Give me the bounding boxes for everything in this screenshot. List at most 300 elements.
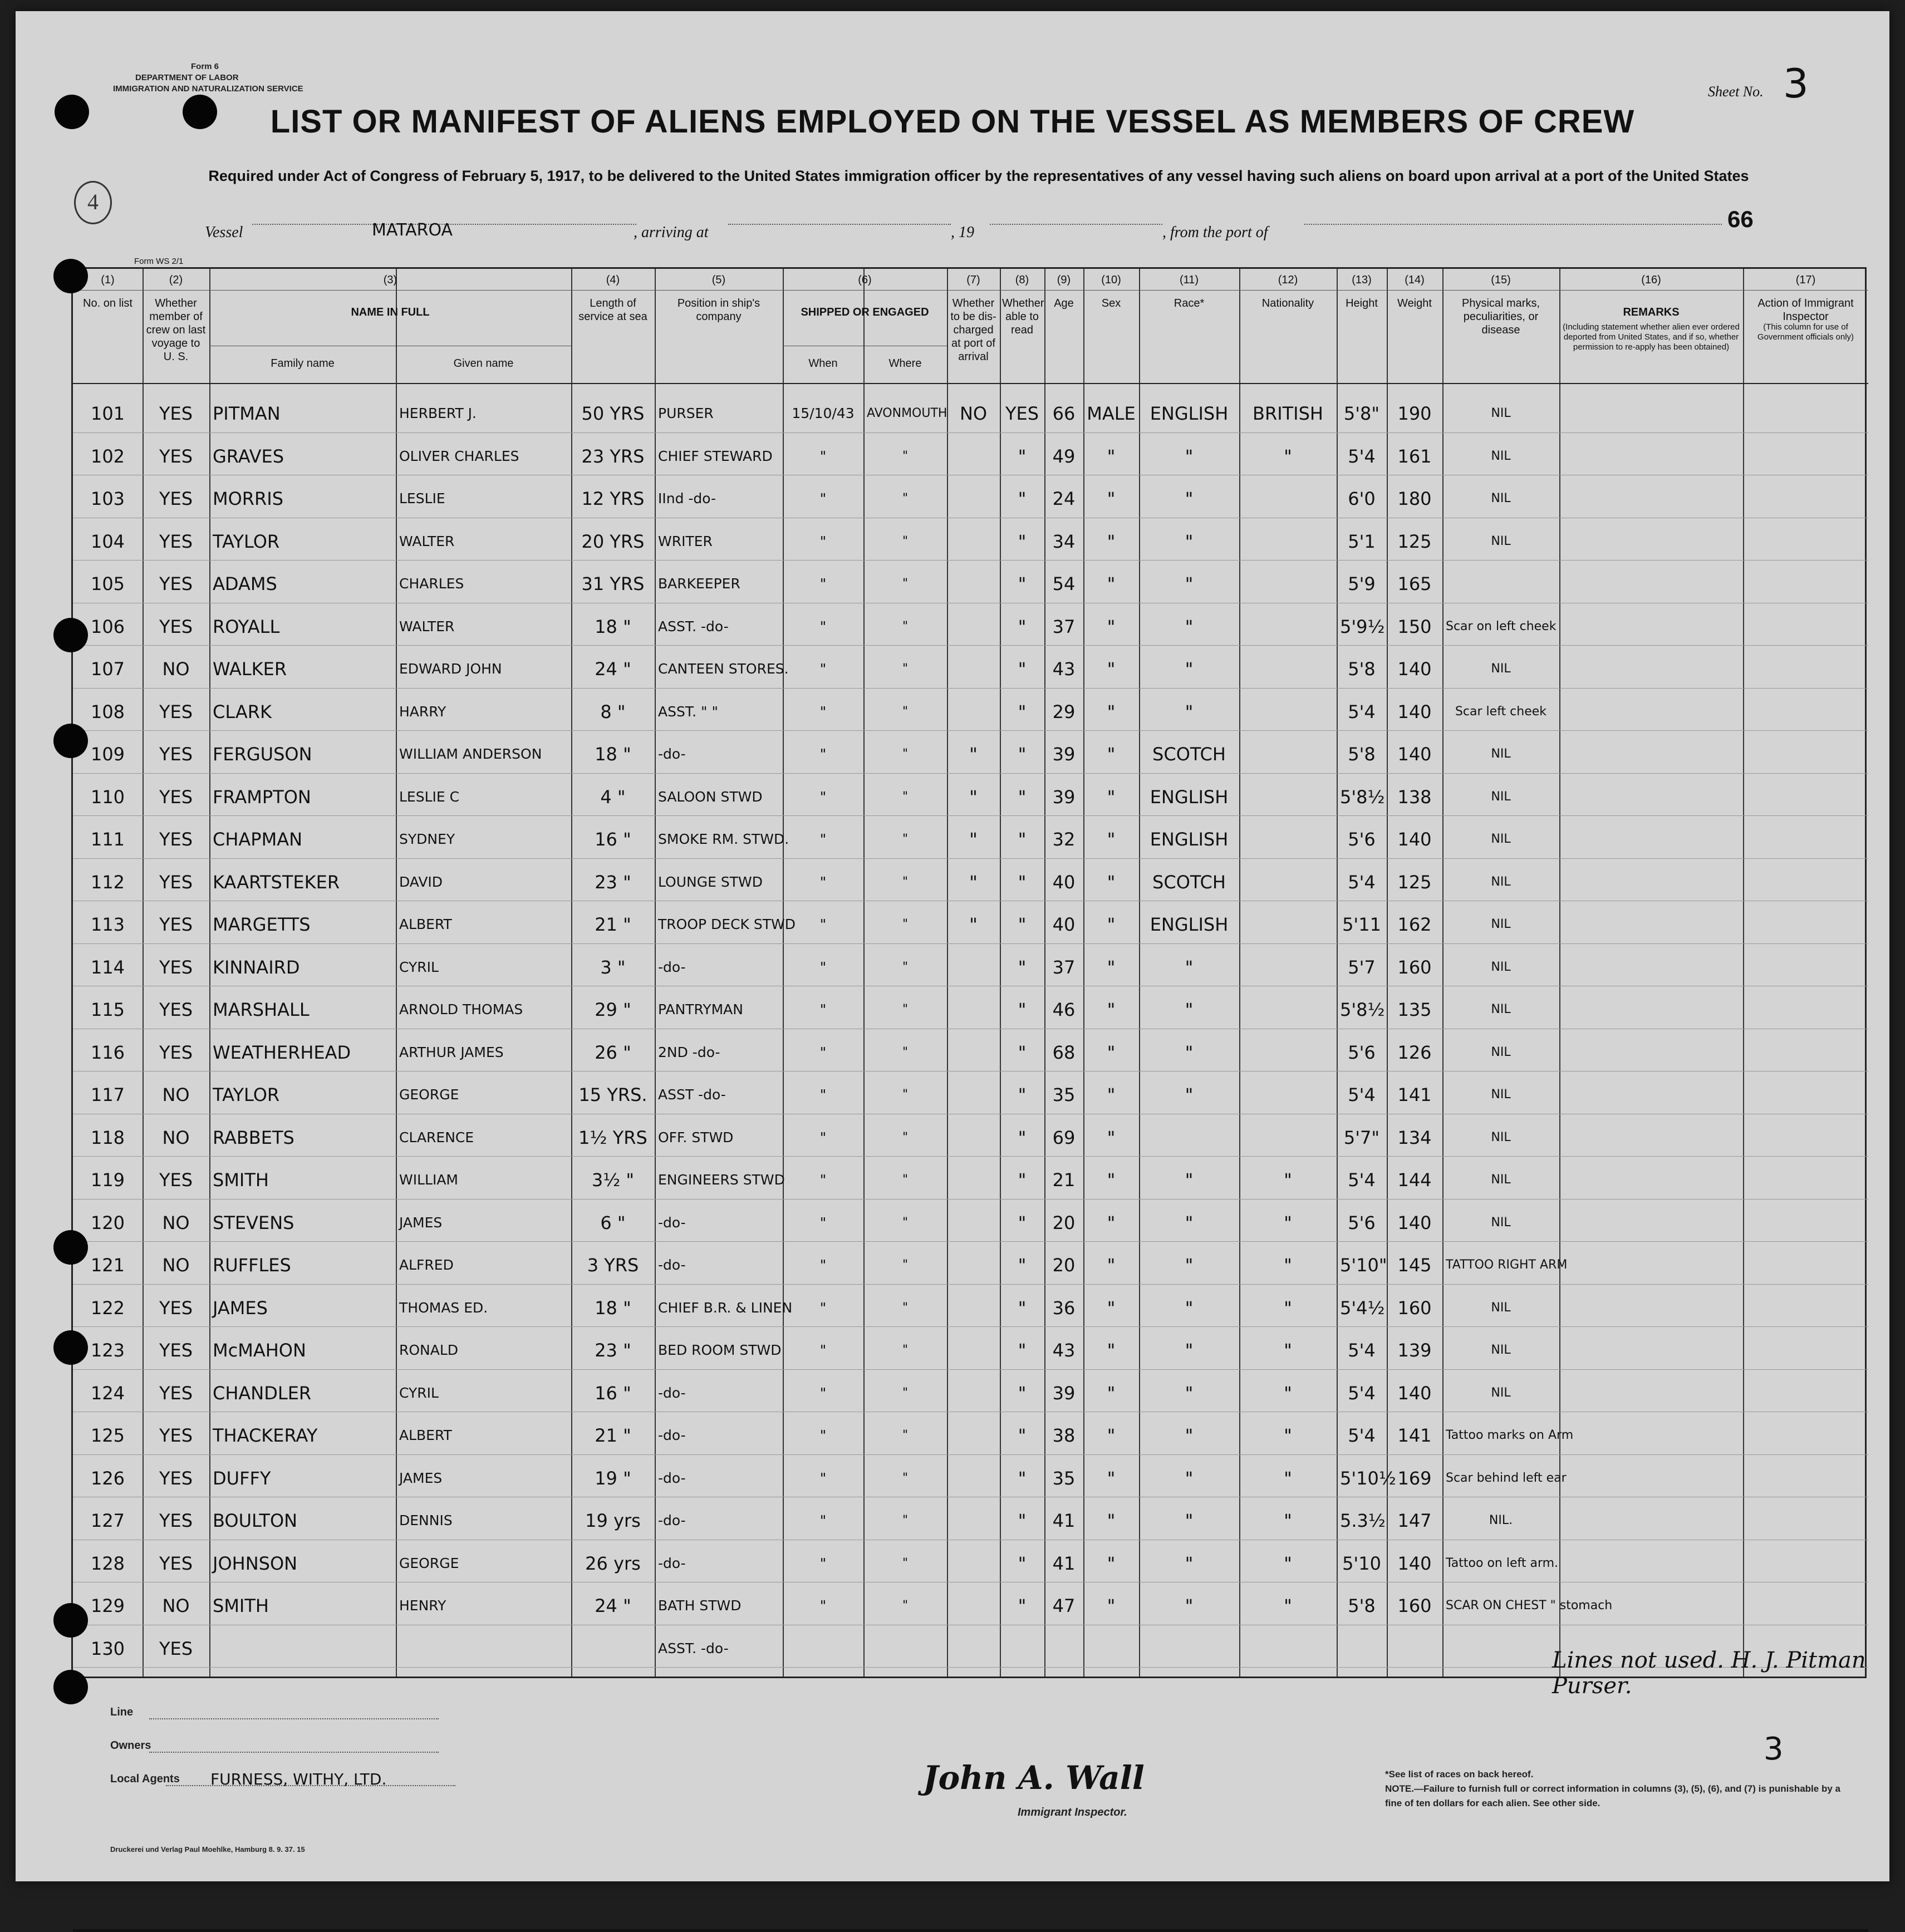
column-divider — [947, 269, 948, 1677]
column-header-c12: Nationality — [1261, 297, 1314, 309]
agents-value: FURNESS, WITHY, LTD. — [210, 1770, 387, 1788]
cell-service: 3 " — [600, 956, 626, 978]
cell-weight: 135 — [1397, 999, 1432, 1020]
cell-family: THACKERAY — [213, 1425, 318, 1446]
cell-age: 43 — [1052, 1340, 1076, 1361]
cell-race: " — [1185, 1084, 1194, 1105]
column-header-c14: Weight — [1397, 297, 1432, 309]
cell-service: 23 YRS — [581, 445, 645, 467]
cell-read: " — [1018, 1127, 1027, 1148]
cell-where: " — [902, 1258, 909, 1272]
printer-imprint: Druckerei und Verlag Paul Moehlke, Hamburg 8. 9. 37. 15 — [110, 1845, 305, 1854]
cell-where: " — [902, 917, 909, 931]
cell-given: THOMAS ED. — [399, 1299, 488, 1316]
cell-sex: " — [1107, 744, 1116, 765]
cell-height: 5'8" — [1343, 403, 1380, 424]
cell-nationality: " — [1284, 1297, 1292, 1319]
cell-age: 21 — [1052, 1169, 1076, 1191]
column-divider — [1000, 269, 1001, 1677]
cell-weight: 140 — [1397, 744, 1432, 765]
cell-height: 6'0 — [1348, 488, 1376, 509]
cell-where: " — [902, 449, 909, 463]
cell-no: 124 — [90, 1382, 125, 1404]
cell-marks: Scar left cheek — [1455, 704, 1547, 719]
cell-height: 5'4 — [1348, 1084, 1376, 1105]
column-header-c2: Whether member of crew on last voyage to U. S. — [146, 297, 206, 363]
cell-crew: NO — [162, 1127, 190, 1148]
column-header-c17: Action of Immigrant Inspector — [1757, 297, 1854, 323]
cell-race: ENGLISH — [1150, 914, 1229, 935]
cell-age: 20 — [1052, 1212, 1076, 1233]
column-number-c17: (17) — [1795, 274, 1816, 286]
cell-given: WALTER — [399, 533, 455, 549]
cell-height: 5'9 — [1348, 573, 1376, 594]
cell-no: 111 — [90, 829, 125, 850]
cell-weight: 169 — [1397, 1467, 1432, 1489]
cell-where: " — [902, 1215, 909, 1230]
cell-read: " — [1018, 1084, 1027, 1105]
column-number-c13: (13) — [1352, 274, 1372, 286]
cell-no: 119 — [90, 1169, 125, 1191]
column-divider — [209, 269, 210, 1677]
cell-race: " — [1185, 1510, 1194, 1531]
cell-given: CYRIL — [399, 958, 439, 975]
cell-given: CLARENCE — [399, 1129, 474, 1146]
cell-marks: NIL — [1491, 832, 1511, 846]
column-number-c15: (15) — [1491, 274, 1511, 286]
cell-no: 118 — [90, 1127, 125, 1148]
cell-crew: NO — [162, 1084, 190, 1105]
cell-where: " — [902, 747, 909, 761]
cell-given: RONALD — [399, 1342, 459, 1358]
cell-given: CHARLES — [399, 576, 464, 592]
bottom-number: 3 — [1764, 1731, 1784, 1767]
cell-position: CHIEF STEWARD — [658, 448, 773, 464]
cell-given: DAVID — [399, 873, 443, 890]
cell-read: " — [1018, 999, 1027, 1020]
cell-service: 3 YRS — [587, 1255, 639, 1276]
cell-when: " — [819, 1512, 827, 1528]
cell-crew: YES — [159, 445, 193, 467]
column-subheader-when: When — [808, 357, 838, 370]
cell-weight: 139 — [1397, 1340, 1432, 1361]
cell-service: 4 " — [600, 786, 626, 808]
cell-no: 103 — [90, 488, 125, 509]
cell-marks: NIL — [1491, 406, 1511, 420]
cell-when: " — [819, 490, 827, 507]
cell-weight: 141 — [1397, 1084, 1432, 1105]
cell-crew: YES — [159, 573, 193, 594]
cell-family: MARSHALL — [213, 999, 310, 1020]
cell-service: 16 " — [595, 829, 631, 850]
cell-age: 46 — [1052, 999, 1076, 1020]
cell-age: 54 — [1052, 573, 1076, 594]
cell-weight: 160 — [1397, 1595, 1432, 1616]
cell-given: OLIVER CHARLES — [399, 448, 519, 464]
cell-no: 109 — [90, 744, 125, 765]
cell-no: 115 — [90, 999, 125, 1020]
cell-when: " — [819, 916, 827, 932]
cell-weight: 125 — [1397, 871, 1432, 893]
cell-read: " — [1018, 1041, 1027, 1063]
cell-height: 5'4 — [1348, 1169, 1376, 1191]
cell-position: ASST -do- — [658, 1087, 726, 1103]
cell-position: -do- — [658, 958, 686, 975]
cell-race: " — [1185, 445, 1194, 467]
column-number-c14: (14) — [1405, 274, 1425, 286]
column-header-c15: Physical marks, peculiarities, or disease — [1461, 297, 1540, 336]
punch-hole — [53, 724, 88, 758]
column-number-c4: (4) — [606, 274, 620, 286]
cell-where: " — [902, 1130, 909, 1144]
cell-no: 112 — [90, 871, 125, 893]
cell-when: " — [819, 1384, 827, 1401]
cell-family: RABBETS — [213, 1127, 294, 1148]
cell-race: " — [1185, 1169, 1194, 1191]
cell-family: RUFFLES — [213, 1255, 291, 1276]
cell-marks: NIL — [1491, 1300, 1511, 1315]
cell-height: 5'8 — [1348, 744, 1376, 765]
cell-crew: YES — [159, 1552, 193, 1574]
line-label: Line — [110, 1706, 134, 1718]
cell-where: " — [902, 662, 909, 676]
cell-service: 26 " — [595, 1041, 631, 1063]
cell-where: " — [902, 1173, 909, 1187]
cell-race: ENGLISH — [1150, 403, 1229, 424]
cell-sex: MALE — [1087, 403, 1136, 424]
cell-service: 50 YRS — [581, 403, 645, 424]
cell-family: CLARK — [213, 701, 272, 722]
cell-nationality: " — [1284, 1510, 1292, 1531]
cell-family: TAYLOR — [213, 530, 280, 552]
cell-family: MARGETTS — [213, 914, 311, 935]
cell-weight: 145 — [1397, 1255, 1432, 1276]
cell-given: DENNIS — [399, 1512, 453, 1528]
cell-no: 108 — [90, 701, 125, 722]
cell-no: 116 — [90, 1041, 125, 1063]
cell-where: " — [902, 1088, 909, 1102]
cell-no: 120 — [90, 1212, 125, 1233]
cell-age: 34 — [1052, 530, 1076, 552]
cell-sex: " — [1107, 999, 1116, 1020]
cell-when: " — [819, 958, 827, 975]
cell-sex: " — [1107, 914, 1116, 935]
cell-height: 5'7" — [1343, 1127, 1380, 1148]
cell-sex: " — [1107, 1127, 1116, 1148]
cell-nationality: " — [1284, 1425, 1292, 1446]
column-divider — [783, 269, 784, 1677]
column-divider-when-where — [863, 346, 865, 1677]
cell-marks: NIL — [1491, 1045, 1511, 1059]
cell-marks: NIL — [1491, 1088, 1511, 1102]
column-note-c16: (Including statement whether alien ever ordered deported from United States, and if so, whether permission to re-apply has been obtained) — [1563, 322, 1740, 352]
cell-where: " — [902, 1599, 909, 1613]
cell-read: " — [1018, 1382, 1027, 1404]
cell-age: 29 — [1052, 701, 1076, 722]
column-divider — [571, 269, 572, 1677]
cell-position: BARKEEPER — [658, 576, 740, 592]
cell-no: 105 — [90, 573, 125, 594]
cell-crew: YES — [159, 1041, 193, 1063]
cell-sex: " — [1107, 1255, 1116, 1276]
cell-sex: " — [1107, 1382, 1116, 1404]
cell-age: 47 — [1052, 1595, 1076, 1616]
cell-marks: Tattoo on left arm. — [1446, 1556, 1559, 1570]
cell-discharged: " — [969, 871, 978, 893]
cell-race: " — [1185, 1340, 1194, 1361]
column-number-c11: (11) — [1179, 274, 1199, 286]
cell-height: 5'4 — [1348, 871, 1376, 893]
cell-where: " — [902, 1045, 909, 1059]
cell-read: " — [1018, 871, 1027, 893]
cell-race: " — [1185, 1255, 1194, 1276]
column-divider — [1337, 269, 1338, 1677]
cell-position: CHIEF B.R. & LINEN — [658, 1299, 793, 1316]
cell-position: BATH STWD — [658, 1597, 742, 1614]
cell-weight: 140 — [1397, 1212, 1432, 1233]
cell-crew: YES — [159, 1169, 193, 1191]
column-divider — [1083, 269, 1084, 1677]
cell-sex: " — [1107, 871, 1116, 893]
cell-race: " — [1185, 1041, 1194, 1063]
column-divider-family-given — [396, 346, 397, 1677]
sheet-number-label: Sheet No. — [1708, 83, 1764, 100]
cell-position: -do- — [658, 1469, 686, 1486]
cell-marks: NIL — [1491, 1173, 1511, 1187]
cell-read: " — [1018, 658, 1027, 680]
cell-no: 129 — [90, 1595, 125, 1616]
punch-hole — [53, 1330, 88, 1365]
cell-race: SCOTCH — [1152, 871, 1226, 893]
cell-nationality: " — [1284, 1212, 1292, 1233]
column-divider — [1559, 269, 1560, 1677]
cell-weight: 140 — [1397, 1382, 1432, 1404]
cell-given: LESLIE C — [399, 788, 460, 805]
sheet-number-value: 3 — [1783, 60, 1809, 107]
cell-age: 43 — [1052, 658, 1076, 680]
cell-crew: YES — [159, 1382, 193, 1404]
cell-when: " — [819, 746, 827, 762]
column-divider — [1044, 269, 1045, 1677]
cell-when: " — [819, 1342, 827, 1358]
cell-service: 8 " — [600, 701, 626, 722]
cell-when: " — [819, 703, 827, 720]
cell-when: " — [819, 1172, 827, 1188]
cell-age: 40 — [1052, 914, 1076, 935]
cell-position: ASST. " " — [658, 703, 718, 720]
cell-weight: 134 — [1397, 1127, 1432, 1148]
cell-where: " — [902, 1471, 909, 1485]
cell-race: " — [1185, 999, 1194, 1020]
column-header-c6: SHIPPED OR ENGAGED — [801, 306, 929, 318]
cell-age: 20 — [1052, 1255, 1076, 1276]
cell-sex: " — [1107, 786, 1116, 808]
cell-nationality: BRITISH — [1253, 403, 1323, 424]
cell-no: 101 — [90, 403, 125, 424]
cell-read: " — [1018, 1340, 1027, 1361]
cell-height: 5'10 — [1342, 1552, 1381, 1574]
cell-given: WALTER — [399, 618, 455, 635]
cell-marks: Scar on left cheek — [1446, 619, 1557, 633]
punch-hole — [55, 95, 89, 129]
column-divider — [1743, 269, 1744, 1677]
cell-weight: 165 — [1397, 573, 1432, 594]
cell-service: 6 " — [600, 1212, 626, 1233]
cell-crew: YES — [159, 701, 193, 722]
cell-position: TROOP DECK STWD — [658, 916, 796, 932]
cell-no: 106 — [90, 616, 125, 637]
cell-race: " — [1185, 701, 1194, 722]
cell-family: GRAVES — [213, 445, 284, 467]
cell-read: " — [1018, 701, 1027, 722]
penalty-note: NOTE.—Failure to furnish full or correct information in columns (3), (5), (6), and (7) is punishable by a fine of ten dollars for each alien. See other side. — [1385, 1783, 1840, 1808]
cell-when: " — [819, 533, 827, 549]
cell-height: 5'8 — [1348, 1595, 1376, 1616]
cell-race: " — [1185, 530, 1194, 552]
cell-crew: YES — [159, 914, 193, 935]
cell-position: ENGINEERS STWD — [658, 1172, 785, 1188]
cell-weight: 144 — [1397, 1169, 1432, 1191]
column-header-c8: Whether able to read — [1002, 297, 1044, 336]
cell-no: 130 — [90, 1638, 125, 1659]
manifest-table — [71, 257, 1867, 1678]
cell-when: " — [819, 788, 827, 805]
cell-given: WILLIAM — [399, 1172, 458, 1188]
cell-no: 107 — [90, 658, 125, 680]
column-divider — [1442, 269, 1444, 1677]
cell-position: SMOKE RM. STWD. — [658, 831, 789, 847]
cell-given: ARTHUR JAMES — [399, 1044, 504, 1060]
cell-family: STEVENS — [213, 1212, 294, 1233]
circled-number: 4 — [74, 181, 112, 224]
cell-nationality: " — [1284, 1595, 1292, 1616]
cell-family: JAMES — [213, 1297, 268, 1319]
column-divider — [1239, 269, 1240, 1677]
cell-race: " — [1185, 573, 1194, 594]
cell-weight: 140 — [1397, 658, 1432, 680]
cell-age: 37 — [1052, 616, 1076, 637]
cell-family: BOULTON — [213, 1510, 298, 1531]
cell-crew: YES — [159, 744, 193, 765]
cell-service: 3½ " — [591, 1169, 635, 1191]
cell-nationality: " — [1284, 1382, 1292, 1404]
cell-marks: NIL — [1491, 1385, 1511, 1400]
cell-family: WALKER — [213, 658, 287, 680]
column-note-c17: (This column for use of Government officials only) — [1757, 322, 1854, 342]
cell-nationality: " — [1284, 1169, 1292, 1191]
cell-age: 38 — [1052, 1425, 1076, 1446]
cell-marks: NIL — [1491, 747, 1511, 761]
cell-marks: NIL — [1491, 491, 1511, 505]
cell-position: ASST. -do- — [658, 618, 729, 635]
cell-marks: NIL — [1491, 917, 1511, 931]
cell-when: " — [819, 873, 827, 890]
cell-service: 29 " — [595, 999, 631, 1020]
cell-position: PANTRYMAN — [658, 1001, 743, 1017]
column-number-c2: (2) — [169, 274, 183, 286]
cell-position: LOUNGE STWD — [658, 873, 763, 890]
cell-marks: NIL — [1491, 874, 1511, 889]
cell-read: " — [1018, 1510, 1027, 1531]
column-number-c3: (3) — [383, 274, 397, 286]
manifest-sheet — [16, 11, 1889, 1881]
cell-discharged: " — [969, 786, 978, 808]
cell-crew: YES — [159, 956, 193, 978]
cell-given: EDWARD JOHN — [399, 661, 502, 677]
cell-race: " — [1185, 488, 1194, 509]
cell-read: " — [1018, 829, 1027, 850]
cell-crew: YES — [159, 786, 193, 808]
cell-sex: " — [1107, 573, 1116, 594]
cell-height: 5'9½ — [1340, 616, 1385, 637]
cell-height: 5'10½ — [1340, 1467, 1396, 1489]
cell-marks: NIL — [1491, 1343, 1511, 1357]
cell-marks: NIL — [1491, 789, 1511, 804]
cell-no: 117 — [90, 1084, 125, 1105]
cell-when: " — [819, 1257, 827, 1273]
cell-position: -do- — [658, 1257, 686, 1273]
cell-crew: YES — [159, 616, 193, 637]
races-note: *See list of races on back hereof. — [1385, 1769, 1534, 1779]
cell-read: " — [1018, 1255, 1027, 1276]
column-number-c1: (1) — [101, 274, 115, 286]
cell-age: 32 — [1052, 829, 1076, 850]
cell-nationality: " — [1284, 1340, 1292, 1361]
cell-crew: YES — [159, 829, 193, 850]
cell-family: ROYALL — [213, 616, 280, 637]
cell-crew: YES — [159, 1425, 193, 1446]
column-header-c1: No. on list — [83, 297, 132, 309]
cell-service: 21 " — [595, 914, 631, 935]
punch-hole — [53, 1230, 88, 1265]
cell-where: AVONMOUTH — [867, 406, 947, 420]
cell-read: " — [1018, 914, 1027, 935]
cell-when: " — [819, 661, 827, 677]
cell-height: 5'6 — [1348, 829, 1376, 850]
cell-no: 126 — [90, 1467, 125, 1489]
cell-crew: YES — [159, 871, 193, 893]
column-number-c16: (16) — [1641, 274, 1661, 286]
cell-age: 39 — [1052, 786, 1076, 808]
cell-height: 5'7 — [1348, 956, 1376, 978]
cell-age: 39 — [1052, 744, 1076, 765]
cell-sex: " — [1107, 956, 1116, 978]
cell-family: CHAPMAN — [213, 829, 303, 850]
cell-service: 18 " — [595, 1297, 631, 1319]
cell-read: " — [1018, 1425, 1027, 1446]
cell-nationality: " — [1284, 1255, 1292, 1276]
column-header-c10: Sex — [1101, 297, 1121, 309]
cell-when: " — [819, 1001, 827, 1017]
owners-label: Owners — [110, 1739, 151, 1752]
cell-no: 123 — [90, 1340, 125, 1361]
cell-family: SMITH — [213, 1595, 269, 1616]
cell-position: OFF. STWD — [658, 1129, 734, 1146]
cell-sex: " — [1107, 1084, 1116, 1105]
cell-crew: YES — [159, 1638, 193, 1659]
cell-family: JOHNSON — [213, 1552, 298, 1574]
cell-family: McMAHON — [213, 1340, 306, 1361]
cell-where: " — [902, 577, 909, 591]
cell-crew: YES — [159, 1467, 193, 1489]
cell-weight: 140 — [1397, 701, 1432, 722]
cell-family: CHANDLER — [213, 1382, 312, 1404]
cell-given: LESLIE — [399, 490, 445, 507]
cell-age: 40 — [1052, 871, 1076, 893]
cell-when: " — [819, 1214, 827, 1231]
cell-no: 102 — [90, 445, 125, 467]
cell-discharged: " — [969, 829, 978, 850]
